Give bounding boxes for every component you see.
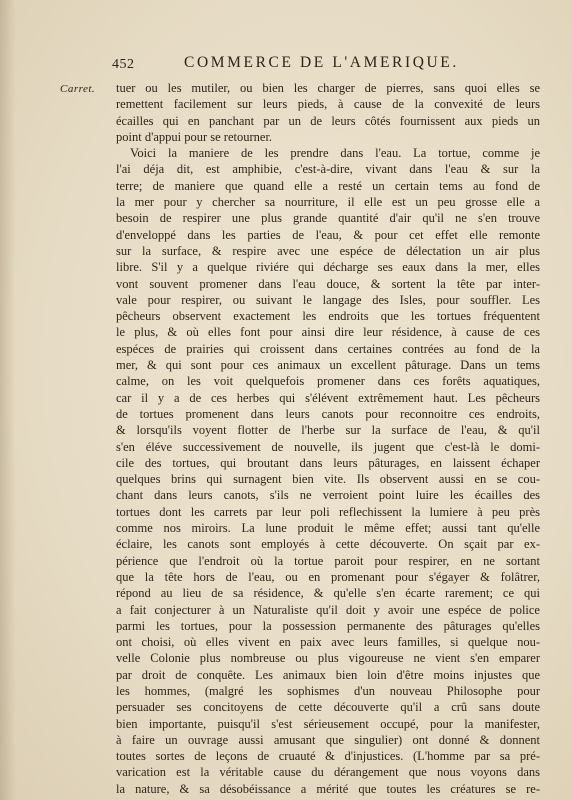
text-line: périence que l'endroit où la tortue paroit pour respirer, en ne sortant — [116, 553, 540, 568]
page-number: 452 — [112, 57, 135, 72]
text-line: s'en éléve successivement de nouvelle, ils jugent que c'est-là le domi- — [116, 439, 540, 454]
text-line: que la tête hors de l'eau, ou en promenant pour s'égayer & folâtrer, — [116, 569, 540, 584]
text-line: parmi les tortues, pour la possession permanente des pâturages qu'elles — [116, 618, 540, 633]
text-line: bien importante, puisqu'il s'est sérieusement occupé, pour la manifester, — [116, 716, 540, 731]
text-line: d'enveloppé dans les parties de l'eau, & pour cet effet elle remonte — [116, 227, 540, 242]
text-line: la nature, & sa désobéissance a mérité que toutes les créatures se re- — [116, 781, 540, 796]
text-line: sur la surface, & respire avec une espéce de délectation un air plus — [116, 243, 540, 258]
text-line: libre. S'il y a quelque riviére qui décharge ses eaux dans la mer, elles — [116, 260, 540, 275]
text-line: persuader ses concitoyens de cette découverte qu'il a crû sans doute — [116, 700, 540, 715]
text-line: de tortues promenent dans leurs canots pour reconnoitre ces endroits, — [116, 406, 540, 421]
running-title: COMMERCE DE L'AMERIQUE. — [184, 54, 459, 71]
text-line: vale pour respirer, ou suivant le langage des Isles, pour souffler. Les — [116, 292, 540, 307]
text-line: la mer pour y chercher sa nourriture, il elle est un peu grosse elle a — [116, 195, 540, 210]
text-line: calme, on les voit quelquefois promener dans ces forêts aquatiques, — [116, 374, 540, 389]
text-line: à faire un ouvrage aussi amusant que singulier) ont donné & donnent — [116, 732, 540, 747]
text-line: tortues dont les carrets par leur poli reflechissent la lumiere à peu près — [116, 504, 540, 519]
text-line: Voici la maniere de les prendre dans l'eau. La tortue, comme je — [130, 146, 540, 161]
text-line: remettent facilement sur leurs pieds, à cause de la convexité de leurs — [116, 97, 540, 112]
text-line: écailles qui en panchant par un de leurs côtés fournissent aux pieds un — [116, 113, 540, 128]
text-line: le plus, & où elles font pour ainsi dire leur résidence, à cause de ces — [116, 325, 540, 340]
text-line: chant dans leurs canots, s'ils ne verroient point luire les écailles des — [116, 488, 540, 503]
text-line: & lorsqu'ils voyent flotter de l'herbe sur la surface de l'eau, & qu'il — [116, 423, 540, 438]
text-line: a fait conjecturer à un Naturaliste qu'il doit y avoir une espéce de police — [116, 602, 540, 617]
body-text — [116, 80, 540, 797]
text-line: ont choisi, où elles vivent en paix avec leurs familles, si quelque nou- — [116, 635, 540, 650]
text-line: besoin de respirer une plus grande quantité d'air qu'il ne s'en trouve — [116, 211, 540, 226]
text-line: point d'appui pour se retourner. — [116, 129, 273, 144]
text-line: l'ai déja dit, est amphibie, c'est-à-dire, vivant dans l'eau & sur la — [116, 162, 540, 177]
text-line: tuer ou les mutiler, ou bien les charger de pierres, sans quoi elles se — [116, 81, 540, 95]
text-line: pêcheurs observent exactement les endroits que les tortues fréquentent — [116, 309, 540, 324]
page-header — [112, 54, 512, 76]
text-line: par droit de conquête. Les animaux bien loin d'être moins injustes que — [116, 667, 540, 682]
text-line: vont souvent promener dans l'eau douce, & sortent la tête par inter- — [116, 276, 540, 291]
page-gutter-shadow — [0, 0, 16, 800]
text-line: répond au lieu de sa résidence, & qu'elle s'en écarte rarement; ce qui — [116, 586, 540, 601]
text-line: terre; de maniere que quand elle a resté un certain tems au fond de — [116, 178, 540, 193]
text-line: quelques brins qui surnagent bien vite. Ils observent aussi en se cou- — [116, 472, 540, 487]
text-line: comme nos miroirs. La lune produit le même effet; aussi tant qu'elle — [116, 521, 540, 536]
text-line: toutes sortes de leçons de cruauté & d'injustices. (L'homme par sa pré- — [116, 749, 540, 764]
text-line: car il y a de ces herbes qui s'élévent extrêmement haut. Les pêcheurs — [116, 390, 540, 405]
text-line: espéces de prairies qui croissent dans certaines contrées au fond de la — [116, 341, 540, 356]
margin-note: Carret. — [60, 83, 96, 95]
text-line: éclaire, les canots sont employés à cette découverte. On sçait par ex- — [116, 537, 540, 552]
text-line: cile des tortues, qui broutant dans leurs pâturages, en laissent échaper — [116, 455, 540, 470]
text-line: varication est la véritable cause du dérangement que nous voyons dans — [116, 765, 540, 780]
text-line: les hommes, (malgré les sophismes d'un nouveau Philosophe pour — [116, 683, 540, 698]
text-line: velle Colonie plus nombreuse ou plus vigoureuse ne vient s'en emparer — [116, 651, 540, 666]
text-line: mer, & qui sont pour ces animaux un excellent pâturage. Dans un tems — [116, 358, 540, 373]
